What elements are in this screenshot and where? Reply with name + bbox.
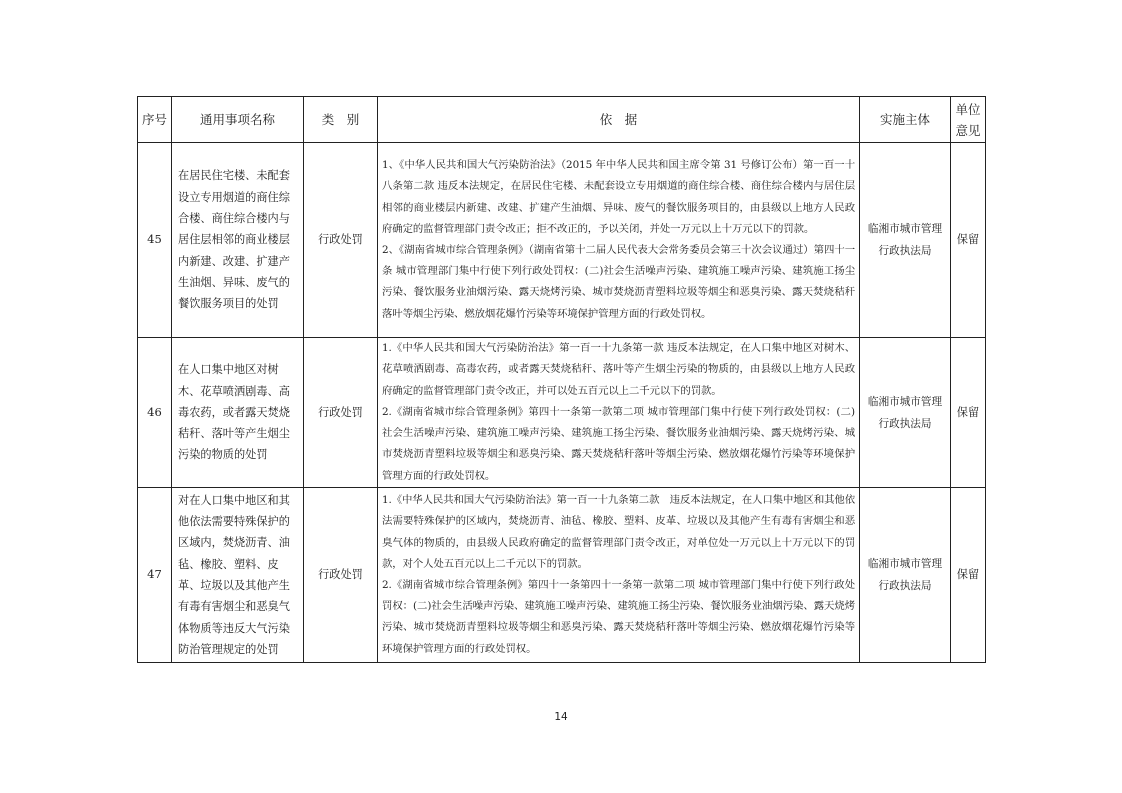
implementer-line1: 临湘市城市管理 <box>867 558 943 570</box>
header-opinion <box>951 97 986 143</box>
row-category: 行政处罚 <box>304 488 378 663</box>
basis-item: 2.《湖南省城市综合管理条例》第四十一条第四十一条第一款第二项 城市管理部门集中行使下列行政处罚权：(二)社会生活噪声污染、建筑施工噪声污染、建筑施工扬尘污染、餐饮服务业油烟污染、露天烧烤污染、城市焚烧沥青塑料垃圾等烟尘和恶臭污染、露天焚烧秸秆落叶等烟尘污染、燃放烟花爆竹污染等环境保护管理方面的行政处罚权。 <box>382 579 855 655</box>
implementer-line2: 行政执法局 <box>878 245 932 257</box>
row-basis <box>378 143 860 338</box>
header-opinion-line1: 单位 <box>955 101 981 117</box>
implementer-line2: 行政执法局 <box>878 417 932 430</box>
header-no: 序号 <box>138 97 172 143</box>
row-category: 行政处罚 <box>304 143 378 338</box>
row-name: 在居民住宅楼、未配套设立专用烟道的商住综合楼、商住综合楼内与居住层相邻的商业楼层内新建、改建、扩建产生油烟、异味、废气的餐饮服务项目的处罚 <box>172 143 304 338</box>
header-category: 类 别 <box>304 97 378 143</box>
basis-item: 2.《湖南省城市综合管理条例》第四十一条第一款第二项 城市管理部门集中行使下列行政处罚权：(二)社会生活噪声污染、建筑施工噪声污染、建筑施工扬尘污染、餐饮服务业油烟污染、露天烧烤污染、城市焚烧沥青塑料垃圾等烟尘和恶臭污染、露天焚烧秸秆落叶等烟尘污染、燃放烟花爆竹污染等环境保护管理方面的行政处罚权。 <box>382 405 855 482</box>
row-implementer <box>860 143 951 338</box>
header-name: 通用事项名称 <box>172 97 304 143</box>
row-opinion: 保留 <box>951 338 986 488</box>
row-category: 行政处罚 <box>304 338 378 488</box>
table-row <box>138 338 986 488</box>
implementer-line2: 行政执法局 <box>878 580 932 592</box>
row-name: 对在人口集中地区和其他依法需要特殊保护的区域内，焚烧沥青、油毡、橡胶、塑料、皮革、垃圾以及其他产生有毒有害烟尘和恶臭气体物质等违反大气污染防治管理规定的处罚 <box>172 488 304 663</box>
table-row <box>138 488 986 663</box>
page-number: 14 <box>554 711 568 723</box>
row-basis <box>378 338 860 488</box>
basis-item: 2、《湖南省城市综合管理条例》（湖南省第十二届人民代表大会常务委员会第三十次会议通过）第四十一条 城市管理部门集中行使下列行政处罚权：(二)社会生活噪声污染、建筑施工噪声污染、建筑施工扬尘污染、餐饮服务业油烟污染、露天烧烤污染、城市焚烧沥青塑料垃圾等烟尘和恶臭污染、露天焚烧秸秆落叶等烟尘污染、燃放烟花爆竹污染等环境保护管理方面的行政处罚权。 <box>382 244 855 320</box>
row-no: 45 <box>138 143 172 338</box>
header-basis: 依 据 <box>378 97 860 143</box>
row-name: 在人口集中地区对树木、花草喷洒剧毒、高毒农药，或者露天焚烧秸秆、落叶等产生烟尘污染的物质的处罚 <box>172 338 304 488</box>
header-row <box>138 97 986 143</box>
row-basis <box>378 488 860 663</box>
table-row <box>138 143 986 338</box>
basis-item: 1.《中华人民共和国大气污染防治法》第一百一十九条第一款 违反本法规定，在人口集中地区对树木、花草喷洒剧毒、高毒农药，或者露天焚烧秸秆、落叶等产生烟尘污染的物质的，由县级以上地方人民政府确定的监督管理部门责令改正，并可以处五百元以上二千元以下的罚款。 <box>382 342 855 397</box>
row-opinion: 保留 <box>951 488 986 663</box>
items-table <box>137 96 986 663</box>
row-implementer <box>860 488 951 663</box>
basis-item: 1、《中华人民共和国大气污染防治法》（2015 年中华人民共和国主席令第 31 号修订公布）第一百一十八条第二款 违反本法规定，在居民住宅楼、未配套设立专用烟道的商住综合楼、商住综合楼内与居住层相邻的商业楼层内新建、改建、扩建产生油烟、异味、废气的餐饮服务项目的，由县级以上地方人民政府确定的监督管理部门责令改正；拒不改正的，予以关闭，并处一万元以上十万元以下的罚款。 <box>382 159 855 235</box>
implementer-line1: 临湘市城市管理 <box>867 395 943 408</box>
row-implementer <box>860 338 951 488</box>
row-opinion: 保留 <box>951 143 986 338</box>
row-no: 47 <box>138 488 172 663</box>
header-opinion-line2: 意见 <box>955 122 981 138</box>
row-no: 46 <box>138 338 172 488</box>
implementer-line1: 临湘市城市管理 <box>867 223 943 235</box>
basis-item: 1.《中华人民共和国大气污染防治法》第一百一十九条第二款 违反本法规定，在人口集中地区和其他依法需要特殊保护的区域内，焚烧沥青、油毡、橡胶、塑料、皮革、垃圾以及其他产生有毒有害烟尘和恶臭气体的物质的，由县级人民政府确定的监督管理部门责令改正，对单位处一万元以上十万元以下的罚款，对个人处五百元以上二千元以下的罚款。 <box>382 494 855 570</box>
header-implementer: 实施主体 <box>860 97 951 143</box>
